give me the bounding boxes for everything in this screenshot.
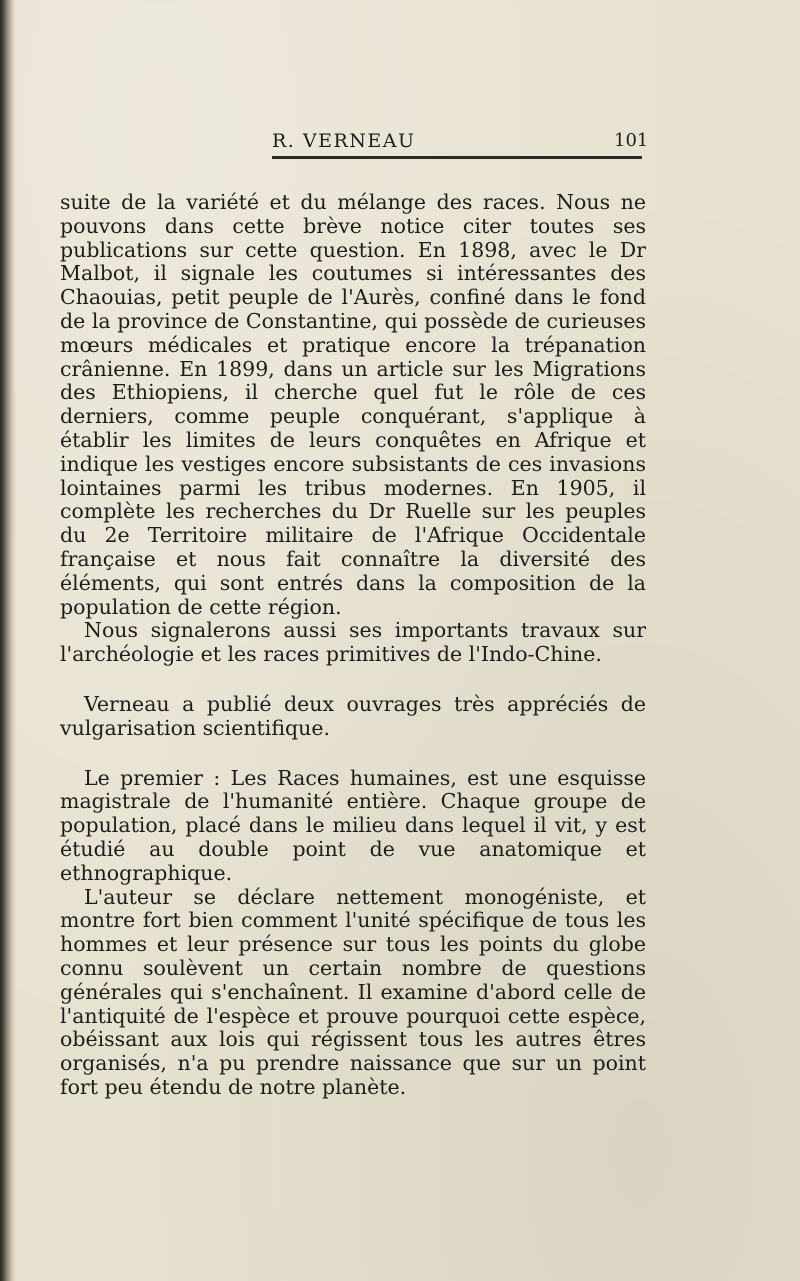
paragraph-monogenist: L'auteur se déclare nettement monogéniste, et montre fort bien comment l'unité spécifique de tous les hommes et leur présence sur tous les points du globe connu soulèvent un certain nombre de questions générales qui s'enchaînent. Il examine d'abord celle de l'antiquité de l'espèce et prouve pourquoi cette espèce, obéissant aux lois qui régissent tous les autres êtres organisés, n'a pu prendre naissance que sur un point fort peu étendu de notre planète.: [60, 884, 646, 1099]
running-header-author: R. VERNEAU: [272, 130, 416, 152]
page-number: 101: [614, 130, 649, 151]
paragraph-gap: [60, 667, 646, 693]
paragraph-two-works: Verneau a publié deux ouvrages très appréciés de vulgarisation scientifique.: [60, 691, 646, 740]
paragraph-archaeology: Nous signalerons aussi ses importants travaux sur l'archéologie et les races primitives de l'Indo-Chine.: [60, 618, 646, 667]
header-rule: [272, 156, 642, 159]
paragraph-gap: [60, 741, 646, 767]
body-text: [60, 191, 646, 1100]
paragraph-races-humaines: Le premier : Les Races humaines, est une esquisse magistrale de l'humanité entière. Chaque groupe de population, placé dans le milieu dans lequel il vit, y est étudié au double point de vue anatomique et ethnographique.: [60, 765, 646, 885]
paragraph-variety-of-races: suite de la variété et du mélange des races. Nous ne pouvons dans cette brève notice citer toutes ses publications sur cette question. En 1898, avec le Dr Malbot, il signale les coutumes si intéressantes des Chaouias, petit peuple de l'Aurès, confiné dans le fond de la province de Constantine, qui possède de curieuses mœurs médicales et pratique encore la trépanation crânienne. En 1899, dans un article sur les Migrations des Ethiopiens, il cherche quel fut le rôle de ces derniers, comme peuple conquérant, s'applique à établir les limites de leurs conquêtes en Afrique et indique les vestiges encore subsistants de ces invasions lointaines parmi les tribus modernes. En 1905, il complète les recherches du Dr Ruelle sur les peuples du 2e Territoire militaire de l'Afrique Occidentale française et nous fait connaître la diversité des éléments, qui sont entrés dans la composition de la population de cette région.: [60, 190, 646, 619]
